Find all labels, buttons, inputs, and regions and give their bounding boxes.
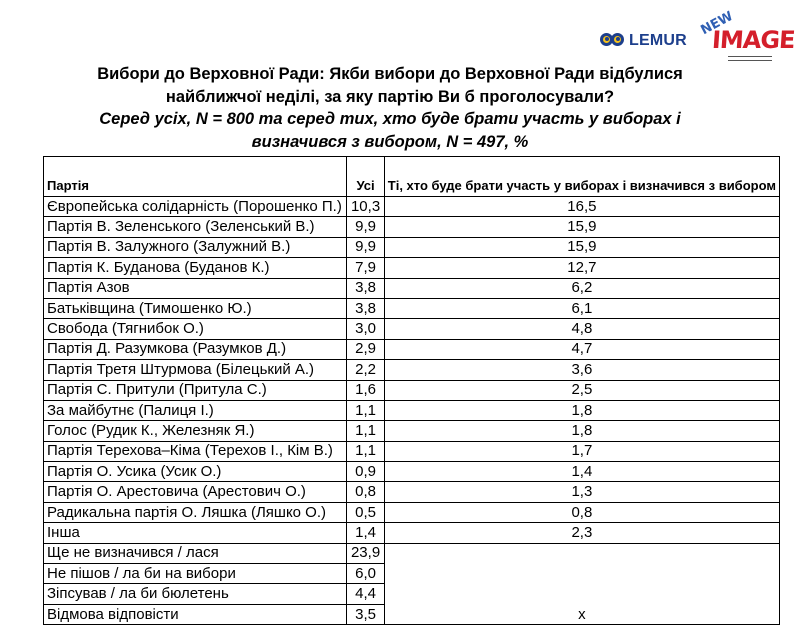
table-row [44, 482, 780, 502]
cell-party: Партія Азов [44, 278, 347, 298]
cell-all: 6,0 [347, 564, 384, 584]
cell-voters: 2,5 [384, 380, 779, 400]
cell-voters: 16,5 [384, 197, 779, 217]
cell-all: 9,9 [347, 237, 384, 257]
table-header-row [44, 157, 780, 197]
cell-all: 1,4 [347, 523, 384, 543]
title-line-2: найближчої неділі, за яку партію Ви б проголосували? [165, 87, 615, 106]
cell-all: 1,6 [347, 380, 384, 400]
table-row [44, 197, 780, 217]
table-row [44, 502, 780, 522]
cell-party: За майбутнє (Палиця І.) [44, 400, 347, 420]
title-line-1: Вибори до Верховної Ради: Якби вибори до Верховної Ради відбулися [97, 65, 683, 83]
cell-party: Зіпсував / ла би бюлетень [44, 584, 347, 604]
cell-party: Партія Д. Разумкова (Разумков Д.) [44, 339, 347, 359]
cell-voters: 0,8 [384, 502, 779, 522]
cell-party: Партія О. Арестовича (Арестович О.) [44, 482, 347, 502]
cell-voters-merged: x [384, 543, 779, 625]
cell-all: 2,9 [347, 339, 384, 359]
logos-area [598, 8, 795, 70]
cell-voters: 6,2 [384, 278, 779, 298]
table-row [44, 258, 780, 278]
cell-party: Не пішов / ла би на вибори [44, 564, 347, 584]
cell-voters: 15,9 [384, 217, 779, 237]
cell-all: 9,9 [347, 217, 384, 237]
table-row [44, 523, 780, 543]
table-row [44, 319, 780, 339]
cell-party: Європейська солідарність (Порошенко П.) [44, 197, 347, 217]
header-voters: Ті, хто буде брати участь у виборах і визначився з вибором [384, 157, 779, 197]
table-row [44, 360, 780, 380]
cell-voters: 4,8 [384, 319, 779, 339]
new-image-logo-image: IMAGE [711, 26, 795, 54]
cell-voters: 3,6 [384, 360, 779, 380]
table-row [44, 400, 780, 420]
cell-party: Ще не визначився / лася [44, 543, 347, 563]
table-row [44, 217, 780, 237]
cell-all: 1,1 [347, 421, 384, 441]
table-row [44, 543, 780, 563]
cell-party: Партія Терехова–Кіма (Терехов І., Кім В.) [44, 441, 347, 461]
cell-voters: 6,1 [384, 298, 779, 318]
cell-party: Партія С. Притули (Притула С.) [44, 380, 347, 400]
table-row [44, 380, 780, 400]
table-row [44, 421, 780, 441]
subtitle-line-2: визначився з вибором, N = 497, % [251, 132, 529, 151]
cell-voters: 1,4 [384, 462, 779, 482]
cell-party: Партія В. Зеленського (Зеленський В.) [44, 217, 347, 237]
cell-party: Відмова відповісти [44, 604, 347, 624]
cell-party: Партія В. Залужного (Залужний В.) [44, 237, 347, 257]
subtitle-line-1: Серед усіх, N = 800 та серед тих, хто буде брати участь у виборах і [99, 110, 681, 128]
lemur-eyes-icon [600, 32, 626, 50]
cell-party: Інша [44, 523, 347, 543]
cell-all: 0,5 [347, 502, 384, 522]
cell-party: Радикальна партія О. Ляшка (Ляшко О.) [44, 502, 347, 522]
cell-voters: 1,8 [384, 400, 779, 420]
header-all: Усі [347, 157, 384, 197]
new-image-logo [698, 8, 795, 68]
cell-voters: 4,7 [384, 339, 779, 359]
cell-party: Партія К. Буданова (Буданов К.) [44, 258, 347, 278]
cell-party: Батьківщина (Тимошенко Ю.) [44, 298, 347, 318]
cell-all: 2,2 [347, 360, 384, 380]
table-row [44, 278, 780, 298]
cell-all: 23,9 [347, 543, 384, 563]
table-row [44, 237, 780, 257]
cell-party: Голос (Рудик К., Железняк Я.) [44, 421, 347, 441]
table-body [44, 197, 780, 625]
cell-all: 3,0 [347, 319, 384, 339]
results-table [43, 156, 780, 625]
page-title [30, 63, 750, 108]
cell-voters: 1,8 [384, 421, 779, 441]
cell-party: Свобода (Тягнибок О.) [44, 319, 347, 339]
cell-all: 7,9 [347, 258, 384, 278]
lemur-logo-text: LEMUR [629, 32, 687, 49]
cell-all: 10,3 [347, 197, 384, 217]
cell-voters: 2,3 [384, 523, 779, 543]
cell-all: 1,1 [347, 441, 384, 461]
cell-voters: 15,9 [384, 237, 779, 257]
cell-all: 0,8 [347, 482, 384, 502]
cell-all: 1,1 [347, 400, 384, 420]
cell-voters: 1,7 [384, 441, 779, 461]
cell-party: Партія Третя Штурмова (Білецький А.) [44, 360, 347, 380]
cell-all: 3,8 [347, 278, 384, 298]
table-row [44, 441, 780, 461]
cell-all: 3,5 [347, 604, 384, 624]
table-row [44, 298, 780, 318]
cell-party: Партія О. Усика (Усик О.) [44, 462, 347, 482]
header-party: Партія [44, 157, 347, 197]
cell-voters: 12,7 [384, 258, 779, 278]
cell-all: 3,8 [347, 298, 384, 318]
table-row [44, 339, 780, 359]
cell-voters: 1,3 [384, 482, 779, 502]
page-subtitle [30, 108, 750, 153]
table-row [44, 462, 780, 482]
cell-all: 0,9 [347, 462, 384, 482]
new-image-logo-new: NEW [698, 8, 736, 39]
new-image-logo-underline [728, 56, 772, 61]
cell-all: 4,4 [347, 584, 384, 604]
lemur-logo [600, 28, 687, 54]
